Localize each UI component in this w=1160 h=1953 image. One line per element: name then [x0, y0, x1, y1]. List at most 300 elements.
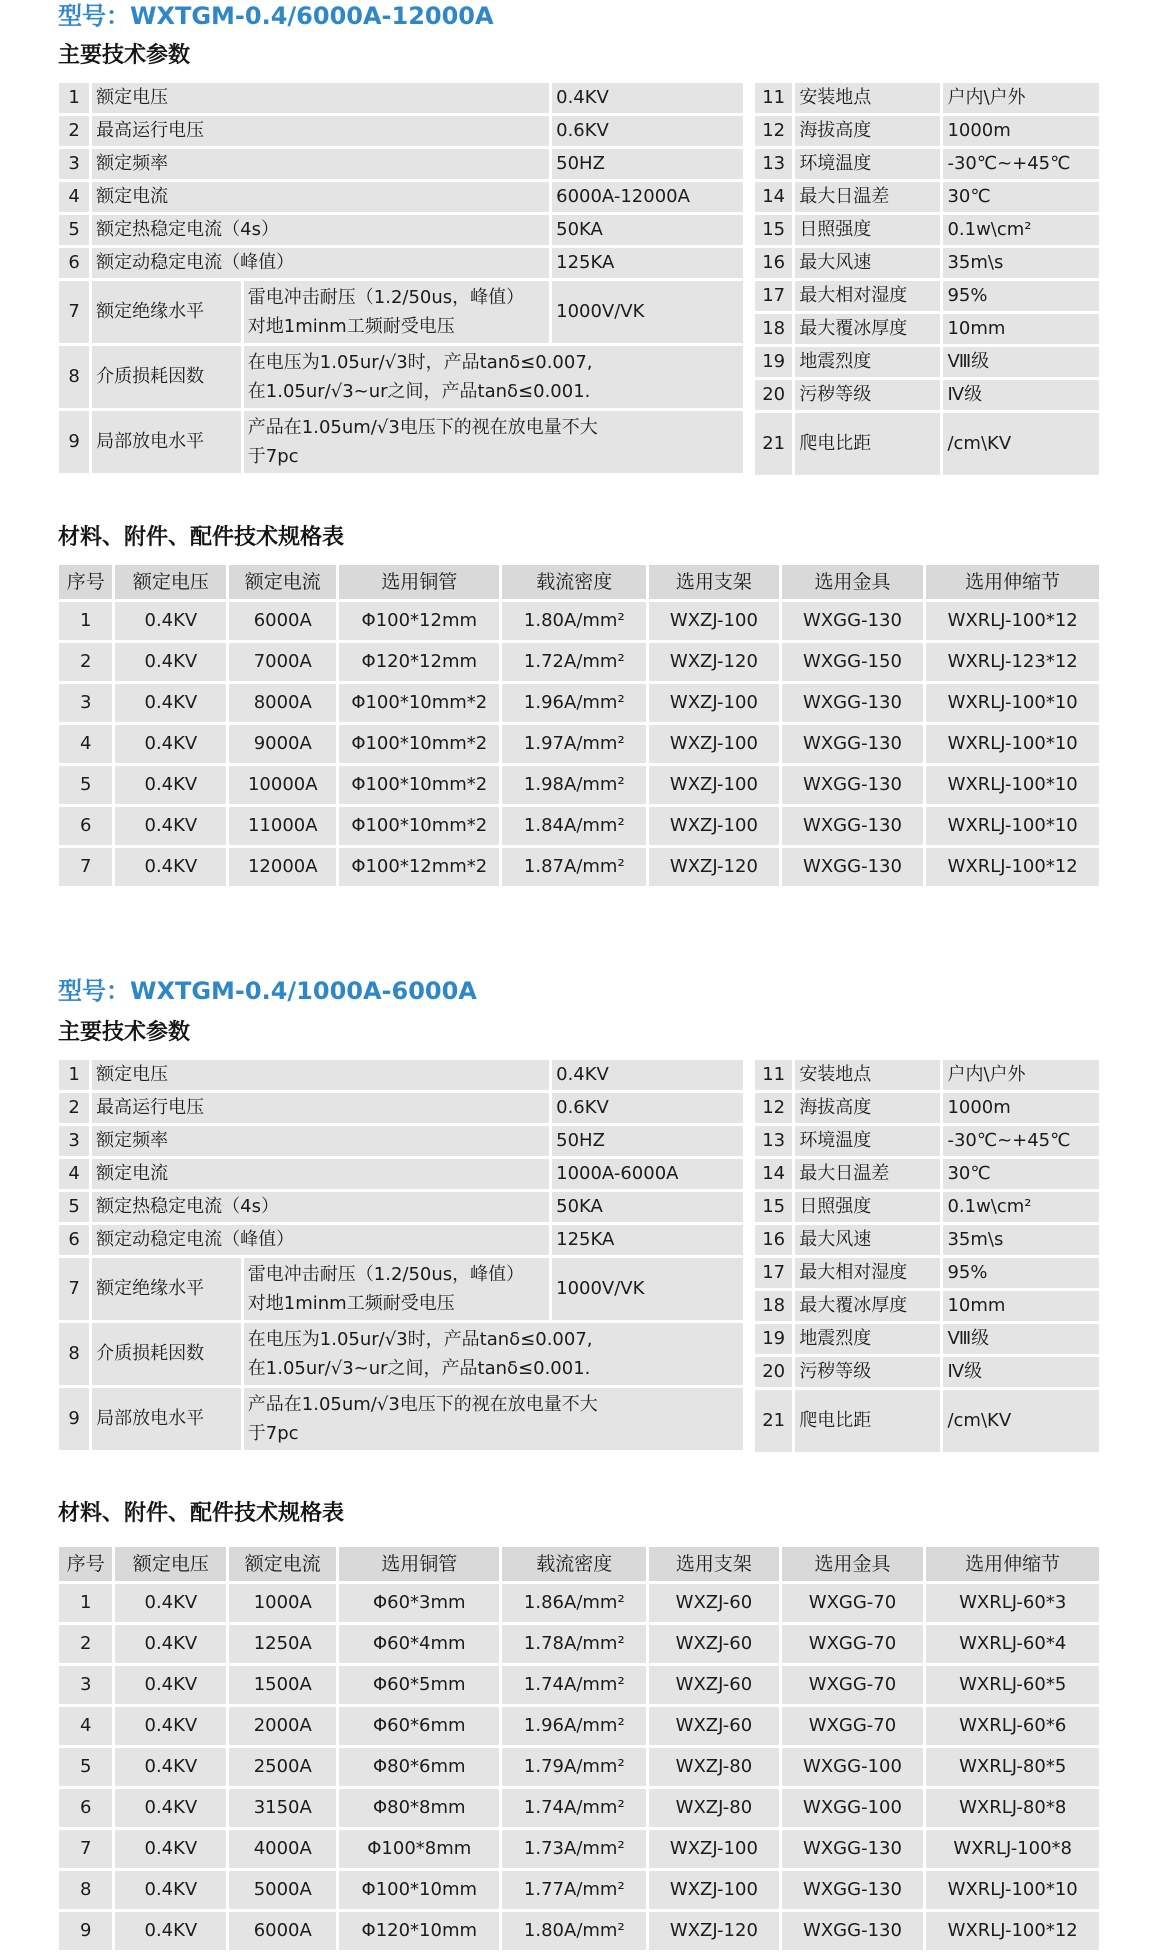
table-row — [59, 1093, 743, 1123]
cell-no: 7 — [59, 1830, 112, 1868]
cell-voltage: 0.4KV — [115, 1666, 226, 1704]
table-row — [755, 347, 1099, 377]
table-row — [755, 1357, 1099, 1387]
param-desc-line: 雷电冲击耐压（1.2/50us，峰值） — [247, 287, 525, 308]
col-header: 选用铜管 — [339, 565, 499, 599]
cell-voltage: 0.4KV — [115, 643, 226, 681]
cell-tube: Φ120*10mm — [339, 1912, 499, 1950]
cell-density: 1.86A/mm² — [502, 1584, 646, 1622]
cell-no: 7 — [59, 848, 112, 886]
cell-density: 1.79A/mm² — [502, 1748, 646, 1786]
param-name: 日照强度 — [795, 215, 940, 245]
param-name: 额定电压 — [92, 1060, 549, 1090]
param-value: Ⅳ级 — [943, 380, 1099, 410]
col-header: 选用支架 — [649, 565, 778, 599]
table-row — [59, 215, 743, 245]
param-value: 6000A-12000A — [552, 182, 743, 212]
materials-table-1 — [56, 562, 1102, 889]
param-no: 5 — [59, 1192, 89, 1222]
col-header: 选用伸缩节 — [926, 1547, 1099, 1581]
param-value: 95% — [943, 1258, 1099, 1288]
cell-joint: WXRLJ-80*8 — [926, 1789, 1099, 1827]
param-value: 125KA — [552, 248, 743, 278]
param-no: 8 — [59, 346, 89, 408]
cell-no: 3 — [59, 684, 112, 722]
cell-no: 4 — [59, 725, 112, 763]
param-desc — [244, 281, 549, 343]
cell-bracket: WXZJ-100 — [649, 766, 778, 804]
cell-joint: WXRLJ-60*4 — [926, 1625, 1099, 1663]
table-row — [59, 1060, 743, 1090]
param-no: 19 — [755, 347, 792, 377]
table-row — [59, 1707, 1099, 1745]
table-header-row — [59, 1547, 1099, 1581]
cell-no: 2 — [59, 1625, 112, 1663]
param-name: 海拔高度 — [795, 1093, 940, 1123]
param-name: 最大日温差 — [795, 182, 940, 212]
param-no: 11 — [755, 83, 792, 113]
cell-voltage: 0.4KV — [115, 766, 226, 804]
cell-joint: WXRLJ-60*3 — [926, 1584, 1099, 1622]
param-no: 15 — [755, 215, 792, 245]
cell-fitting: WXGG-130 — [782, 807, 924, 845]
param-no: 16 — [755, 1225, 792, 1255]
cell-tube: Φ100*10mm*2 — [339, 684, 499, 722]
param-name: 安装地点 — [795, 1060, 940, 1090]
table-row — [755, 83, 1099, 113]
param-name: 介质损耗因数 — [92, 346, 241, 408]
cell-fitting: WXGG-70 — [782, 1584, 924, 1622]
col-header: 序号 — [59, 565, 112, 599]
cell-joint: WXRLJ-60*5 — [926, 1666, 1099, 1704]
cell-tube: Φ80*8mm — [339, 1789, 499, 1827]
table-row — [59, 116, 743, 146]
param-no: 13 — [755, 149, 792, 179]
param-name: 额定热稳定电流（4s） — [92, 215, 549, 245]
cell-tube: Φ100*12mm*2 — [339, 848, 499, 886]
param-value: -30℃~+45℃ — [943, 1126, 1099, 1156]
cell-bracket: WXZJ-60 — [649, 1707, 778, 1745]
table-row — [755, 1390, 1099, 1452]
cell-bracket: WXZJ-60 — [649, 1666, 778, 1704]
cell-voltage: 0.4KV — [115, 1789, 226, 1827]
cell-fitting: WXGG-130 — [782, 602, 924, 640]
param-no: 16 — [755, 248, 792, 278]
param-value: Ⅷ级 — [943, 347, 1099, 377]
cell-joint: WXRLJ-123*12 — [926, 643, 1099, 681]
cell-current: 11000A — [229, 807, 336, 845]
cell-no: 9 — [59, 1912, 112, 1950]
cell-joint: WXRLJ-60*6 — [926, 1707, 1099, 1745]
table-row — [755, 116, 1099, 146]
cell-no: 5 — [59, 1748, 112, 1786]
cell-bracket: WXZJ-60 — [649, 1625, 778, 1663]
param-no: 3 — [59, 149, 89, 179]
param-value: -30℃~+45℃ — [943, 149, 1099, 179]
param-no: 3 — [59, 1126, 89, 1156]
param-no: 13 — [755, 1126, 792, 1156]
cell-tube: Φ100*10mm*2 — [339, 807, 499, 845]
cell-fitting: WXGG-130 — [782, 848, 924, 886]
cell-joint: WXRLJ-100*12 — [926, 602, 1099, 640]
param-value: 50HZ — [552, 149, 743, 179]
table-row — [59, 1192, 743, 1222]
col-header: 额定电流 — [229, 1547, 336, 1581]
cell-voltage: 0.4KV — [115, 807, 226, 845]
cell-no: 4 — [59, 1707, 112, 1745]
params-left-table-2 — [56, 1057, 746, 1453]
cell-tube: Φ100*12mm — [339, 602, 499, 640]
param-desc-line: 在1.05ur/√3~ur之间，产品tanδ≤0.001. — [247, 1358, 591, 1379]
param-value: 0.1w\cm² — [943, 1192, 1099, 1222]
params-heading-1: 主要技术参数 — [58, 43, 191, 68]
cell-bracket: WXZJ-100 — [649, 684, 778, 722]
table-row — [755, 1258, 1099, 1288]
param-no: 1 — [59, 83, 89, 113]
cell-density: 1.98A/mm² — [502, 766, 646, 804]
cell-no: 6 — [59, 1789, 112, 1827]
cell-current: 6000A — [229, 1912, 336, 1950]
table-row — [59, 1830, 1099, 1868]
param-no: 2 — [59, 116, 89, 146]
col-header: 载流密度 — [502, 565, 646, 599]
table-row — [59, 182, 743, 212]
cell-density: 1.72A/mm² — [502, 643, 646, 681]
table-row — [755, 1291, 1099, 1321]
param-no: 21 — [755, 1390, 792, 1452]
param-name: 最大相对湿度 — [795, 1258, 940, 1288]
table-row — [59, 281, 743, 343]
cell-joint: WXRLJ-80*5 — [926, 1748, 1099, 1786]
param-value: 1000V/VK — [552, 281, 743, 343]
table-row — [59, 643, 1099, 681]
cell-fitting: WXGG-70 — [782, 1707, 924, 1745]
table-row — [59, 766, 1099, 804]
cell-fitting: WXGG-70 — [782, 1666, 924, 1704]
param-no: 20 — [755, 380, 792, 410]
table-row — [59, 1258, 743, 1320]
cell-voltage: 0.4KV — [115, 1912, 226, 1950]
table-row — [59, 248, 743, 278]
cell-current: 12000A — [229, 848, 336, 886]
table-row — [755, 182, 1099, 212]
param-no: 14 — [755, 1159, 792, 1189]
param-name: 最大风速 — [795, 248, 940, 278]
param-no: 6 — [59, 1225, 89, 1255]
cell-current: 9000A — [229, 725, 336, 763]
param-value: 户内\户外 — [943, 1060, 1099, 1090]
param-name: 额定动稳定电流（峰值） — [92, 1225, 549, 1255]
param-name: 额定绝缘水平 — [92, 281, 241, 343]
param-name: 爬电比距 — [795, 1390, 940, 1452]
cell-joint: WXRLJ-100*10 — [926, 807, 1099, 845]
cell-current: 6000A — [229, 602, 336, 640]
cell-joint: WXRLJ-100*8 — [926, 1830, 1099, 1868]
cell-voltage: 0.4KV — [115, 1830, 226, 1868]
param-name: 环境温度 — [795, 1126, 940, 1156]
param-value: Ⅷ级 — [943, 1324, 1099, 1354]
param-no: 18 — [755, 1291, 792, 1321]
cell-no: 2 — [59, 643, 112, 681]
param-name: 额定电流 — [92, 182, 549, 212]
cell-fitting: WXGG-130 — [782, 1830, 924, 1868]
cell-density: 1.80A/mm² — [502, 1912, 646, 1950]
cell-tube: Φ60*5mm — [339, 1666, 499, 1704]
cell-tube: Φ120*12mm — [339, 643, 499, 681]
cell-joint: WXRLJ-100*10 — [926, 1871, 1099, 1909]
cell-fitting: WXGG-130 — [782, 766, 924, 804]
param-no: 18 — [755, 314, 792, 344]
cell-fitting: WXGG-70 — [782, 1625, 924, 1663]
table-row — [59, 1912, 1099, 1950]
cell-tube: Φ100*10mm — [339, 1871, 499, 1909]
param-desc — [244, 1388, 743, 1450]
param-value: 30℃ — [943, 182, 1099, 212]
col-header: 选用伸缩节 — [926, 565, 1099, 599]
param-name: 环境温度 — [795, 149, 940, 179]
cell-voltage: 0.4KV — [115, 1748, 226, 1786]
param-value: 0.6KV — [552, 116, 743, 146]
cell-no: 1 — [59, 602, 112, 640]
param-value: 10mm — [943, 1291, 1099, 1321]
cell-fitting: WXGG-130 — [782, 1912, 924, 1950]
param-no: 12 — [755, 116, 792, 146]
param-desc-line: 在1.05ur/√3~ur之间，产品tanδ≤0.001. — [247, 381, 591, 402]
param-no: 15 — [755, 1192, 792, 1222]
cell-current: 1250A — [229, 1625, 336, 1663]
param-desc — [244, 346, 743, 408]
param-value: 1000m — [943, 1093, 1099, 1123]
param-name: 额定电压 — [92, 83, 549, 113]
param-value: 户内\户外 — [943, 83, 1099, 113]
table-row — [755, 1159, 1099, 1189]
param-no: 4 — [59, 182, 89, 212]
cell-fitting: WXGG-150 — [782, 643, 924, 681]
table-row — [59, 1625, 1099, 1663]
table-row — [755, 1093, 1099, 1123]
table-row — [59, 411, 743, 473]
cell-voltage: 0.4KV — [115, 1625, 226, 1663]
cell-bracket: WXZJ-120 — [649, 1912, 778, 1950]
table-row — [755, 413, 1099, 475]
col-header: 额定电流 — [229, 565, 336, 599]
table-row — [59, 848, 1099, 886]
param-desc-line: 于7pc — [247, 1423, 299, 1444]
table-row — [59, 1748, 1099, 1786]
cell-current: 4000A — [229, 1830, 336, 1868]
param-name: 额定动稳定电流（峰值） — [92, 248, 549, 278]
param-no: 20 — [755, 1357, 792, 1387]
cell-tube: Φ60*4mm — [339, 1625, 499, 1663]
params-heading-2: 主要技术参数 — [58, 1020, 191, 1045]
param-no: 1 — [59, 1060, 89, 1090]
param-name: 地震烈度 — [795, 347, 940, 377]
materials-table-2 — [56, 1544, 1102, 1953]
cell-joint: WXRLJ-100*12 — [926, 848, 1099, 886]
cell-tube: Φ60*6mm — [339, 1707, 499, 1745]
cell-tube: Φ100*10mm*2 — [339, 766, 499, 804]
param-value: 1000V/VK — [552, 1258, 743, 1320]
cell-current: 2500A — [229, 1748, 336, 1786]
table-row — [59, 807, 1099, 845]
param-value: /cm\KV — [943, 1390, 1099, 1452]
param-no: 14 — [755, 182, 792, 212]
cell-voltage: 0.4KV — [115, 602, 226, 640]
param-name: 最大日温差 — [795, 1159, 940, 1189]
param-value: 35m\s — [943, 1225, 1099, 1255]
cell-joint: WXRLJ-100*10 — [926, 725, 1099, 763]
param-value: 50HZ — [552, 1126, 743, 1156]
cell-bracket: WXZJ-80 — [649, 1789, 778, 1827]
cell-fitting: WXGG-130 — [782, 725, 924, 763]
param-no: 9 — [59, 411, 89, 473]
table-row — [59, 1789, 1099, 1827]
table-row — [59, 346, 743, 408]
param-desc-line: 于7pc — [247, 446, 299, 467]
cell-bracket: WXZJ-60 — [649, 1584, 778, 1622]
table-row — [59, 725, 1099, 763]
cell-no: 6 — [59, 807, 112, 845]
cell-no: 3 — [59, 1666, 112, 1704]
param-value: 0.4KV — [552, 83, 743, 113]
param-name: 额定电流 — [92, 1159, 549, 1189]
cell-bracket: WXZJ-100 — [649, 602, 778, 640]
param-name: 最高运行电压 — [92, 1093, 549, 1123]
cell-current: 1000A — [229, 1584, 336, 1622]
cell-voltage: 0.4KV — [115, 848, 226, 886]
col-header: 选用铜管 — [339, 1547, 499, 1581]
table-row — [755, 1192, 1099, 1222]
table-row — [755, 1324, 1099, 1354]
cell-joint: WXRLJ-100*10 — [926, 684, 1099, 722]
cell-tube: Φ80*6mm — [339, 1748, 499, 1786]
cell-no: 5 — [59, 766, 112, 804]
param-desc-line: 在电压为1.05ur/√3时，产品tanδ≤0.007, — [247, 352, 593, 373]
param-name: 污秽等级 — [795, 380, 940, 410]
materials-heading-1: 材料、附件、配件技术规格表 — [58, 525, 345, 550]
param-name: 介质损耗因数 — [92, 1323, 241, 1385]
cell-current: 7000A — [229, 643, 336, 681]
cell-current: 2000A — [229, 1707, 336, 1745]
param-no: 7 — [59, 281, 89, 343]
params-right-table-2 — [752, 1057, 1102, 1455]
param-name: 海拔高度 — [795, 116, 940, 146]
cell-current: 8000A — [229, 684, 336, 722]
cell-bracket: WXZJ-80 — [649, 1748, 778, 1786]
params-left-table-1 — [56, 80, 746, 476]
cell-fitting: WXGG-130 — [782, 1871, 924, 1909]
cell-voltage: 0.4KV — [115, 684, 226, 722]
cell-bracket: WXZJ-100 — [649, 1871, 778, 1909]
param-name: 额定绝缘水平 — [92, 1258, 241, 1320]
param-no: 11 — [755, 1060, 792, 1090]
cell-density: 1.73A/mm² — [502, 1830, 646, 1868]
param-name: 额定热稳定电流（4s） — [92, 1192, 549, 1222]
param-value: 0.6KV — [552, 1093, 743, 1123]
table-header-row — [59, 565, 1099, 599]
cell-density: 1.80A/mm² — [502, 602, 646, 640]
param-name: 额定频率 — [92, 1126, 549, 1156]
cell-voltage: 0.4KV — [115, 1871, 226, 1909]
param-no: 7 — [59, 1258, 89, 1320]
table-row — [755, 281, 1099, 311]
cell-voltage: 0.4KV — [115, 1707, 226, 1745]
cell-voltage: 0.4KV — [115, 725, 226, 763]
param-no: 9 — [59, 1388, 89, 1450]
param-name: 安装地点 — [795, 83, 940, 113]
params-right-table-1 — [752, 80, 1102, 478]
table-row — [755, 1225, 1099, 1255]
table-row — [59, 1126, 743, 1156]
param-desc-line: 雷电冲击耐压（1.2/50us，峰值） — [247, 1264, 525, 1285]
param-name: 最大覆冰厚度 — [795, 314, 940, 344]
param-value: 0.4KV — [552, 1060, 743, 1090]
table-row — [59, 149, 743, 179]
param-value: 30℃ — [943, 1159, 1099, 1189]
param-no: 4 — [59, 1159, 89, 1189]
param-name: 最大覆冰厚度 — [795, 1291, 940, 1321]
param-desc-line: 产品在1.05um/√3电压下的视在放电量不大 — [247, 1394, 598, 1415]
param-no: 19 — [755, 1324, 792, 1354]
param-name: 日照强度 — [795, 1192, 940, 1222]
cell-current: 5000A — [229, 1871, 336, 1909]
param-value: 1000m — [943, 116, 1099, 146]
param-name: 局部放电水平 — [92, 1388, 241, 1450]
materials-heading-2: 材料、附件、配件技术规格表 — [58, 1501, 345, 1526]
cell-bracket: WXZJ-100 — [649, 725, 778, 763]
param-desc — [244, 1258, 549, 1320]
col-header: 选用支架 — [649, 1547, 778, 1581]
table-row — [59, 602, 1099, 640]
param-desc — [244, 411, 743, 473]
table-row — [755, 1060, 1099, 1090]
table-row — [59, 1323, 743, 1385]
cell-density: 1.96A/mm² — [502, 1707, 646, 1745]
param-desc-line: 对地1minm工频耐受电压 — [247, 1293, 455, 1314]
param-desc-line: 在电压为1.05ur/√3时，产品tanδ≤0.007, — [247, 1329, 593, 1350]
table-row — [59, 684, 1099, 722]
col-header: 载流密度 — [502, 1547, 646, 1581]
cell-joint: WXRLJ-100*10 — [926, 766, 1099, 804]
cell-density: 1.87A/mm² — [502, 848, 646, 886]
table-row — [59, 1159, 743, 1189]
cell-bracket: WXZJ-120 — [649, 643, 778, 681]
cell-density: 1.97A/mm² — [502, 725, 646, 763]
table-row — [59, 83, 743, 113]
param-no: 17 — [755, 281, 792, 311]
cell-no: 1 — [59, 1584, 112, 1622]
param-name: 局部放电水平 — [92, 411, 241, 473]
cell-current: 1500A — [229, 1666, 336, 1704]
param-value: 0.1w\cm² — [943, 215, 1099, 245]
param-value: 50KA — [552, 215, 743, 245]
param-value: 50KA — [552, 1192, 743, 1222]
param-no: 8 — [59, 1323, 89, 1385]
param-no: 5 — [59, 215, 89, 245]
cell-density: 1.78A/mm² — [502, 1625, 646, 1663]
cell-bracket: WXZJ-120 — [649, 848, 778, 886]
cell-density: 1.84A/mm² — [502, 807, 646, 845]
table-row — [755, 149, 1099, 179]
param-value: 95% — [943, 281, 1099, 311]
param-name: 额定频率 — [92, 149, 549, 179]
param-value: /cm\KV — [943, 413, 1099, 475]
model-title-1: 型号：WXTGM-0.4/6000A-12000A — [58, 2, 494, 30]
cell-no: 8 — [59, 1871, 112, 1909]
param-desc — [244, 1323, 743, 1385]
table-row — [755, 380, 1099, 410]
table-row — [59, 1871, 1099, 1909]
